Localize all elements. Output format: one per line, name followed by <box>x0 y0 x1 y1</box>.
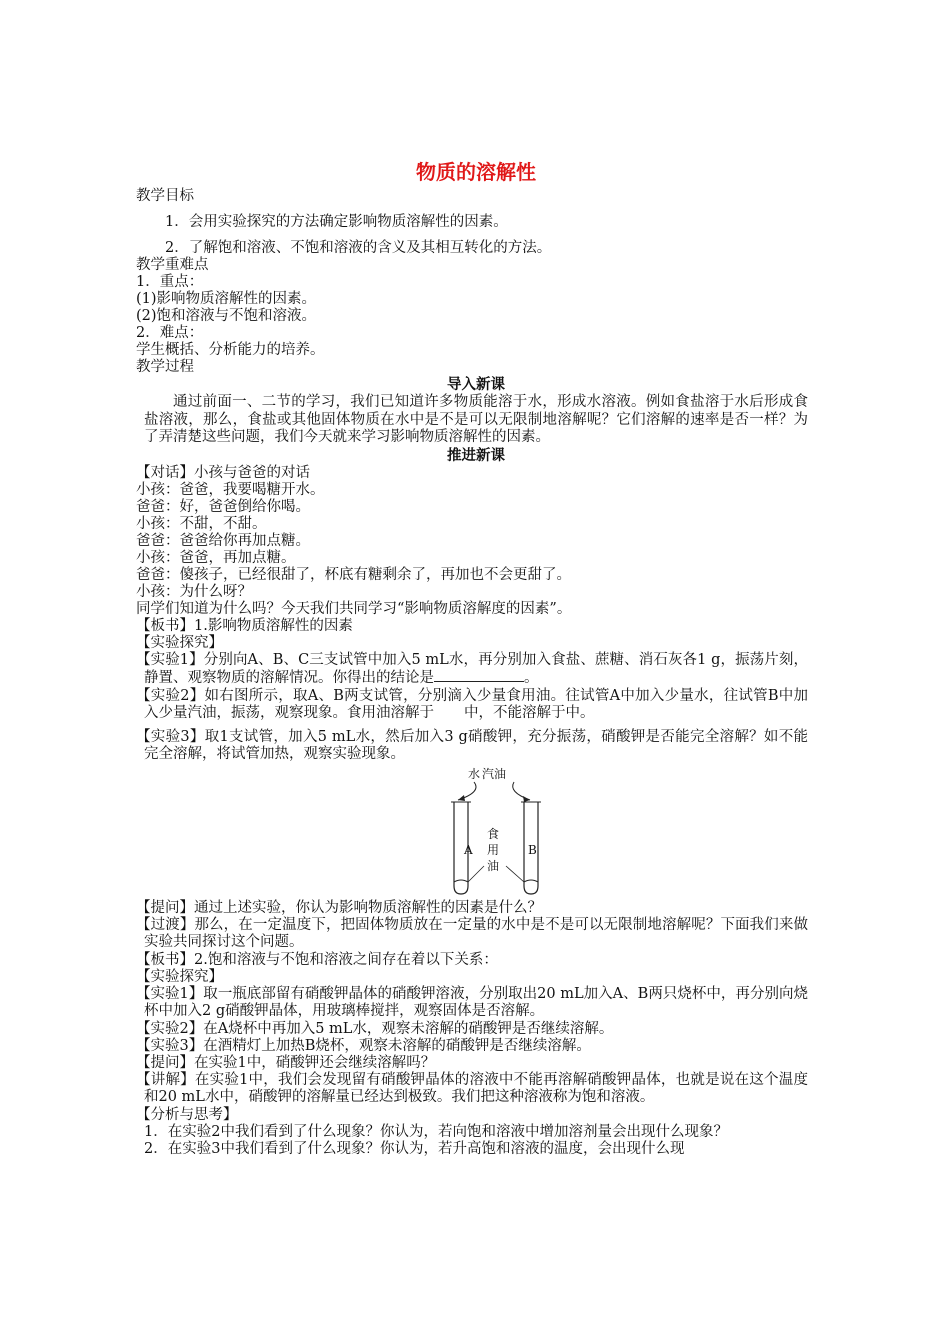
dialog-line-6: 爸爸：傻孩子，已经很甜了，杯底有糖剩余了，再加也不会更甜了。 <box>136 566 571 583</box>
key-point-1: (1)影响物质溶解性的因素。 <box>136 291 317 307</box>
experiment-2-text-2: 中，不能溶解于 <box>464 705 566 721</box>
gasoline-arrow <box>513 782 530 800</box>
test-tube-diagram <box>442 768 562 896</box>
dialog-line-8: 同学们知道为什么吗？今天我们共同学习“影响物质溶解度的因素”。 <box>136 600 572 617</box>
experiment-1-end: 。 <box>524 670 539 686</box>
question-1: 【提问】通过上述实验，你认为影响物质溶解性的因素是什么？ <box>136 899 542 916</box>
oil-pointer-b <box>506 866 524 882</box>
experiment-2-text-1: 【实验2】如右图所示，取A、B两支试管，分别滴入少量食用油。往试管A中加入少量水，往试管B中加入少量汽油，振荡，观察现象。食用油溶解于 <box>136 687 808 721</box>
key-point-2: (2)饱和溶液与不饱和溶液。 <box>136 308 317 324</box>
saturation-experiment-1: 【实验1】取一瓶底部留有硝酸钾晶体的硝酸钾溶液，分别取出20 mL加入A、B两只烧杯中，再分别向烧杯中加入2 g硝酸钾晶体，用玻璃棒搅拌，观察固体是否溶解。 <box>136 985 808 1019</box>
section-heading-intro: 导入新课 <box>447 377 505 393</box>
dialog-line-4: 爸爸：爸爸给你再加点糖。 <box>136 532 310 549</box>
figure-label-tube-b: B <box>528 842 537 857</box>
dialog-line-0: 【对话】小孩与爸爸的对话 <box>136 464 310 481</box>
question-2: 【提问】在实验1中，硝酸钾还会继续溶解吗？ <box>136 1054 436 1071</box>
dialog-line-5: 小孩：爸爸，再加点糖。 <box>136 549 296 566</box>
transition-paragraph: 【过渡】那么，在一定温度下，把固体物质放在一定量的水中是不是可以无限制地溶解呢？下面我们来做实验共同探讨这个问题。 <box>136 916 808 950</box>
analysis-heading: 【分析与思考】 <box>136 1106 238 1123</box>
experiment-2-paragraph <box>136 687 808 723</box>
board-note-2: 【板书】2.饱和溶液与不饱和溶液之间存在着以下关系： <box>136 951 498 968</box>
tube-a-liquid <box>454 880 468 882</box>
dialog-line-2: 爸爸：好，爸爸倒给你喝。 <box>136 498 310 515</box>
difficulty-1: 学生概括、分析能力的培养。 <box>136 342 325 358</box>
key-point-heading: 1．重点： <box>136 274 204 290</box>
experiment-2-text-3: 中。 <box>565 705 595 721</box>
figure-label-oil-2: 用 <box>487 842 500 857</box>
figure-label-water: 水 <box>468 766 481 781</box>
experiment-explore-2: 【实验探究】 <box>136 968 223 985</box>
dialog-line-7: 小孩：为什么呀？ <box>136 583 252 600</box>
goal-item-2: 2．了解饱和溶液、不饱和溶液的含义及其相互转化的方法。 <box>165 240 552 256</box>
figure-label-gasoline: 汽油 <box>482 766 507 781</box>
difficulty-heading: 2．难点： <box>136 325 204 341</box>
oil-pointer-a <box>468 866 484 882</box>
dialog-line-3: 小孩：不甜，不甜。 <box>136 515 267 532</box>
document-page <box>136 158 808 1159</box>
dialog-line-1: 小孩：爸爸，我要喝糖开水。 <box>136 481 325 498</box>
focus-heading: 教学重难点 <box>136 257 209 273</box>
goal-item-1: 1．会用实验探究的方法确定影响物质溶解性的因素。 <box>165 214 508 230</box>
gasoline-arrow-head <box>523 796 530 802</box>
test-tube-figure <box>144 768 808 896</box>
experiment-explore-1: 【实验探究】 <box>136 634 223 651</box>
board-note-1: 【板书】1.影响物质溶解性的因素 <box>136 617 353 634</box>
figure-label-oil-1: 食 <box>487 826 500 841</box>
goals-heading: 教学目标 <box>136 188 194 204</box>
water-arrow-head <box>458 795 465 801</box>
document-title: 物质的溶解性 <box>416 160 536 184</box>
process-heading: 教学过程 <box>136 359 194 375</box>
think-item-2: 2．在实验3中我们看到了什么现象？你认为，若升高饱和溶液的温度，会出现什么现 <box>144 1141 685 1157</box>
intro-paragraph: 通过前面一、二节的学习，我们已知道许多物质能溶于水，形成水溶液。例如食盐溶于水后形成食盐溶液，那么，食盐或其他固体物质在水中是不是可以无限制地溶解呢？它们溶解的速率是否一样？为了弄清楚这些问题，我们今天就来学习影响物质溶解性的因素。 <box>144 394 808 445</box>
answer-blank <box>434 669 524 682</box>
think-item-1: 1．在实验2中我们看到了什么现象？你认为，若向饱和溶液中增加溶剂量会出现什么现象？ <box>144 1123 728 1140</box>
figure-label-tube-a: A <box>464 842 473 857</box>
water-arrow <box>458 782 476 800</box>
saturation-experiment-3: 【实验3】在酒精灯上加热B烧杯，观察未溶解的硝酸钾是否继续溶解。 <box>136 1037 591 1054</box>
figure-label-oil-3: 油 <box>487 858 500 873</box>
experiment-1-text: 【实验1】分别向A、B、C三支试管中加入5 mL水，再分别加入食盐、蔗糖、消石灰各1 g，振荡片刻，静置、观察物质的溶解情况。你得出的结论是 <box>136 651 808 686</box>
experiment-1-paragraph <box>136 651 808 688</box>
section-heading-new: 推进新课 <box>447 447 505 464</box>
lecture-paragraph: 【讲解】在实验1中，我们会发现留有硝酸钾晶体的溶液中不能再溶解硝酸钾晶体，也就是说在这个温度和20 mL水中，硝酸钾的溶解量已经达到极致。我们把这种溶液称为饱和溶液。 <box>136 1071 808 1105</box>
saturation-experiment-2: 【实验2】在A烧杯中再加入5 mL水，观察未溶解的硝酸钾是否继续溶解。 <box>136 1020 614 1037</box>
experiment-3-paragraph: 【实验3】取1支试管，加入5 mL水，然后加入3 g硝酸钾，充分振荡，硝酸钾是否能完全溶解？如不能完全溶解，将试管加热，观察实验现象。 <box>136 728 808 762</box>
tube-b-liquid <box>524 880 538 882</box>
